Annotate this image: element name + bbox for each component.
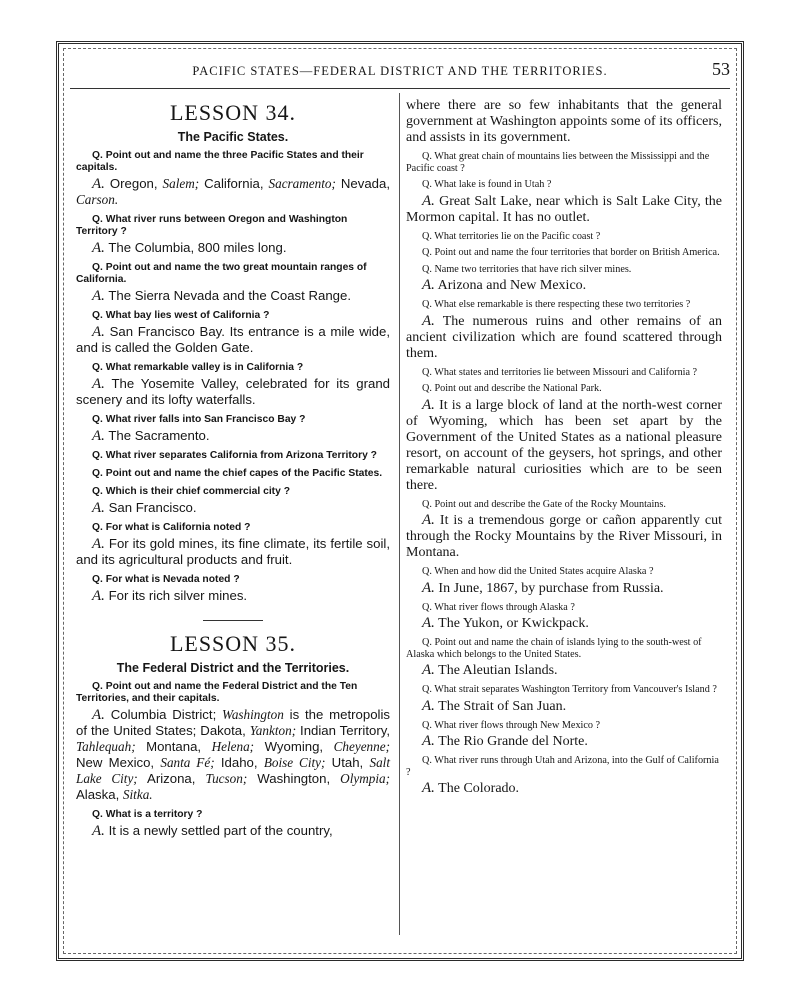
question: Q. What else remarkable is there respecting these two territories ? <box>422 299 691 310</box>
question: Q. Point out and name the two great mountain ranges of California. <box>76 262 367 285</box>
header-rule <box>70 88 730 89</box>
question: Q. What river falls into San Francisco Bay ? <box>92 414 306 425</box>
question: Q. Point out and describe the Gate of the Rocky Mountains. <box>422 498 666 510</box>
answer: A. Oregon, Salem; California, Sacramento; Nevada, Carson. <box>76 176 390 207</box>
question: Q. For what is Nevada noted ? <box>92 574 240 585</box>
question: Q. Point out and name the chief capes of the Pacific States. <box>92 468 383 479</box>
answer: A. The Aleutian Islands. <box>422 662 558 678</box>
right-column <box>406 98 722 797</box>
question: Q. What lake is found in Utah ? <box>422 179 552 190</box>
answer: A. For its gold mines, its fine climate, its fertile soil, and its agricultural products and fruit. <box>76 536 390 567</box>
lesson-separator <box>203 620 263 621</box>
question: Q. What strait separates Washington Territory from Vancouver's Island ? <box>422 684 717 695</box>
answer: A. San Francisco Bay. Its entrance is a mile wide, and is called the Golden Gate. <box>76 324 390 355</box>
question: Q. Point out and name the four territories that border on British America. <box>422 247 720 258</box>
question: Q. Point out and name the three Pacific States and their capitals. <box>76 150 364 173</box>
answer: A. The Yosemite Valley, celebrated for its grand scenery and its lofty waterfalls. <box>76 376 390 407</box>
answer: A. In June, 1867, by purchase from Russia. <box>422 579 664 596</box>
question: Q. Point out and name the Federal District and the Ten Territories, and their capitals. <box>76 681 358 704</box>
answer: A. The Rio Grande del Norte. <box>422 733 588 749</box>
page-header <box>70 58 730 84</box>
question: Q. What bay lies west of California ? <box>92 310 270 321</box>
left-column <box>76 98 390 839</box>
lesson-35-title: LESSON 35. <box>169 631 297 656</box>
answer: A. It is a tremendous gorge or cañon apparently cut through the Rocky Mountains by the River Missouri, in Montana. <box>406 512 723 560</box>
lesson-34-title: LESSON 34. <box>169 100 297 125</box>
question: Q. Point out and describe the National Park. <box>422 383 602 394</box>
question: Q. What river flows through New Mexico ? <box>422 719 601 731</box>
answer: A. The Strait of San Juan. <box>422 697 567 714</box>
answer-mark: A. <box>92 176 105 192</box>
answer: A. The Yukon, or Kwickpack. <box>422 615 589 631</box>
answer: A. Great Salt Lake, near which is Salt Lake City, the Mormon capital. It has no outlet. <box>406 192 723 225</box>
question: Q. What river runs through Utah and Arizona, into the Gulf of California ? <box>406 755 719 778</box>
answer-continuation: where there are so few inhabitants that the general government at Washington appoints some of its officers, and assists in its government. <box>406 98 722 145</box>
question: Q. What river runs between Oregon and Washington Territory ? <box>76 214 348 237</box>
answer: A. Columbia District; Washington is the metropolis of the United States; Dakota, Yankton; Indian Territory, Tahlequah; Montana, Helena; Wyoming, Cheyenne; New Mexico, Santa Fé; Idaho, Boise City; Utah, Salt Lake City; Arizona, Tucson; Washington, Olympia; Alaska, Sitka. <box>76 707 390 802</box>
answer: A. It is a large block of land at the north-west corner of Wyoming, which has been set apart by the Government of the United States as a national pleasure resort, on account of the geysers, hot springs, and other remarkable natural curiosities which are to be seen there. <box>406 396 722 493</box>
answer: A. The Sierra Nevada and the Coast Range. <box>92 288 352 304</box>
answer: A. The Colorado. <box>422 780 520 796</box>
question: Q. What is a territory ? <box>92 809 203 820</box>
answer: A. San Francisco. <box>92 500 197 516</box>
answer: A. Arizona and New Mexico. <box>422 277 587 293</box>
question: Q. What great chain of mountains lies between the Mississippi and the Pacific coast ? <box>406 151 710 174</box>
question: Q. For what is California noted ? <box>92 522 251 533</box>
question: Q. What states and territories lie between Missouri and California ? <box>422 366 698 378</box>
question: Q. Name two territories that have rich silver mines. <box>422 263 632 275</box>
question: Q. What river flows through Alaska ? <box>422 601 575 613</box>
question: Q. What river separates California from Arizona Territory ? <box>92 450 377 461</box>
running-title: PACIFIC STATES—FEDERAL DISTRICT AND THE TERRITORIES. <box>192 64 608 78</box>
answer: A. The Columbia, 800 miles long. <box>92 240 287 256</box>
lesson-35-section-title: The Federal District and the Territories. <box>116 661 350 675</box>
column-divider <box>399 93 400 935</box>
answer: A. The numerous ruins and other remains of an ancient civilization which are found scattered through them. <box>406 312 723 361</box>
question: Q. What territories lie on the Pacific coast ? <box>422 230 601 242</box>
answer: A. For its rich silver mines. <box>92 588 248 604</box>
question: Q. Which is their chief commercial city ? <box>92 486 290 497</box>
page-number: 53 <box>712 59 730 79</box>
question: Q. Point out and name the chain of islands lying to the south-west of Alaska which belongs to the United States. <box>406 637 702 660</box>
lesson-34-section-title: The Pacific States. <box>177 130 289 144</box>
question: Q. When and how did the United States acquire Alaska ? <box>422 566 654 577</box>
answer: A. It is a newly settled part of the country, <box>92 823 333 839</box>
answer: A. The Sacramento. <box>92 428 210 444</box>
question: Q. What remarkable valley is in California ? <box>92 362 304 373</box>
